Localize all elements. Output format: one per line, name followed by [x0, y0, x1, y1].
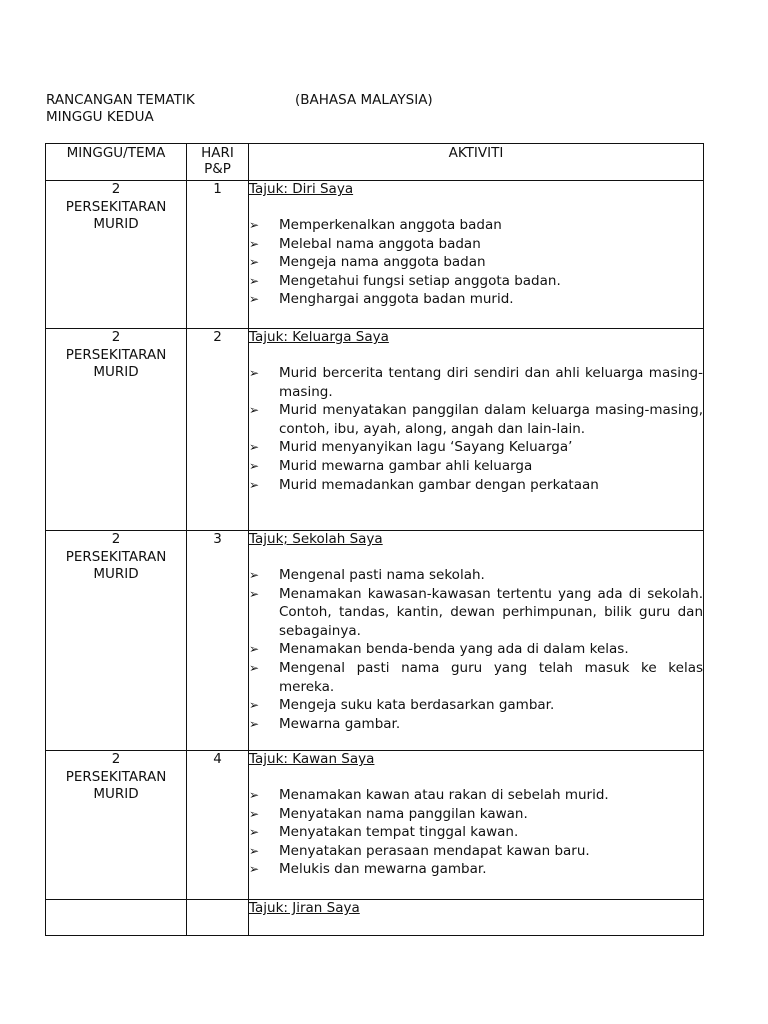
list-item: ➢ Melebal nama anggota badan [249, 235, 703, 254]
theme-line-1: PERSEKITARAN [65, 198, 167, 215]
list-item: ➢ Menyatakan tempat tinggal kawan. [249, 823, 703, 842]
list-item: ➢ Murid menyanyikan lagu ‘Sayang Keluarga’ [249, 438, 703, 457]
doc-subject: (BAHASA MALAYSIA) [295, 92, 433, 108]
theme-line-2: MURID [93, 566, 139, 582]
list-item: ➢ Menamakan kawasan-kawasan tertentu yang ada di sekolah. Contoh, tandas, kantin, dewan perhimpunan, bilik guru dan sebagainya. [249, 585, 703, 641]
activity-cell [249, 751, 704, 900]
table-row [46, 900, 704, 936]
day-cell [187, 751, 249, 900]
week-number: 2 [111, 751, 121, 767]
day-cell [187, 181, 249, 329]
week-number: 2 [111, 181, 121, 197]
day-number: 3 [213, 531, 222, 547]
day-number: 2 [213, 329, 222, 345]
theme-line-2: MURID [93, 216, 139, 232]
table-row [46, 181, 704, 329]
list-item: ➢ Menamakan kawan atau rakan di sebelah murid. [249, 786, 703, 805]
list-item: ➢ Murid memadankan gambar dengan perkataan [249, 476, 703, 495]
topic-title: Tajuk: Keluarga Saya [249, 329, 389, 345]
theme-cell [46, 751, 187, 900]
theme-cell [46, 531, 187, 751]
week-number: 2 [111, 531, 121, 547]
activity-list [249, 566, 703, 733]
column-header-minggu-tema: MINGGU/TEMA [46, 144, 187, 181]
day-cell [187, 531, 249, 751]
list-item: ➢ Menamakan benda-benda yang ada di dalam kelas. [249, 640, 703, 659]
list-item: ➢ Murid menyatakan panggilan dalam keluarga masing-masing, contoh, ibu, ayah, along, angah dan lain-lain. [249, 401, 703, 438]
doc-week: MINGGU KEDUA [46, 109, 154, 125]
list-item: ➢ Menyatakan nama panggilan kawan. [249, 805, 703, 824]
topic-title: Tajuk: Jiran Saya [249, 900, 360, 916]
topic-title: Tajuk; Sekolah Saya [249, 531, 383, 547]
table-row [46, 329, 704, 531]
theme-cell [46, 900, 187, 936]
column-header-hari-label: HARI P&P [201, 145, 234, 177]
topic-title: Tajuk: Kawan Saya [249, 751, 375, 767]
activity-list [249, 216, 703, 309]
theme-line-2: MURID [93, 786, 139, 802]
list-item: ➢ Murid bercerita tentang diri sendiri dan ahli keluarga masing-masing. [249, 364, 703, 401]
list-item: ➢ Mengeja suku kata berdasarkan gambar. [249, 696, 703, 715]
day-number: 4 [213, 751, 222, 767]
table-row [46, 751, 704, 900]
list-item: ➢ Mengenal pasti nama guru yang telah masuk ke kelas mereka. [249, 659, 703, 696]
doc-title: RANCANGAN TEMATIK [46, 92, 195, 108]
list-item: ➢ Mewarna gambar. [249, 715, 703, 734]
list-item: ➢ Menyatakan perasaan mendapat kawan baru. [249, 842, 703, 861]
activity-list [249, 364, 703, 494]
list-item: ➢ Menghargai anggota badan murid. [249, 290, 703, 309]
theme-line-1: PERSEKITARAN [65, 768, 167, 785]
day-cell [187, 329, 249, 531]
day-number: 1 [213, 181, 222, 197]
week-number: 2 [111, 329, 121, 345]
theme-line-1: PERSEKITARAN [65, 346, 167, 363]
topic-title: Tajuk: Diri Saya [249, 181, 354, 197]
theme-line-2: MURID [93, 364, 139, 380]
activity-cell [249, 531, 704, 751]
theme-cell [46, 329, 187, 531]
activity-list [249, 786, 703, 879]
activity-cell [249, 900, 704, 936]
column-header-aktiviti: AKTIVITI [249, 144, 704, 181]
activity-table [45, 143, 704, 936]
theme-cell [46, 181, 187, 329]
table-header-row [46, 144, 704, 181]
table-row [46, 531, 704, 751]
list-item: ➢ Mengetahui fungsi setiap anggota badan. [249, 272, 703, 291]
list-item: ➢ Mengenal pasti nama sekolah. [249, 566, 703, 585]
list-item: ➢ Memperkenalkan anggota badan [249, 216, 703, 235]
activity-cell [249, 181, 704, 329]
list-item: ➢ Melukis dan mewarna gambar. [249, 860, 703, 879]
list-item: ➢ Murid mewarna gambar ahli keluarga [249, 457, 703, 476]
activity-cell [249, 329, 704, 531]
column-header-hari [187, 144, 249, 181]
list-item: ➢ Mengeja nama anggota badan [249, 253, 703, 272]
theme-line-1: PERSEKITARAN [65, 548, 167, 565]
day-cell [187, 900, 249, 936]
